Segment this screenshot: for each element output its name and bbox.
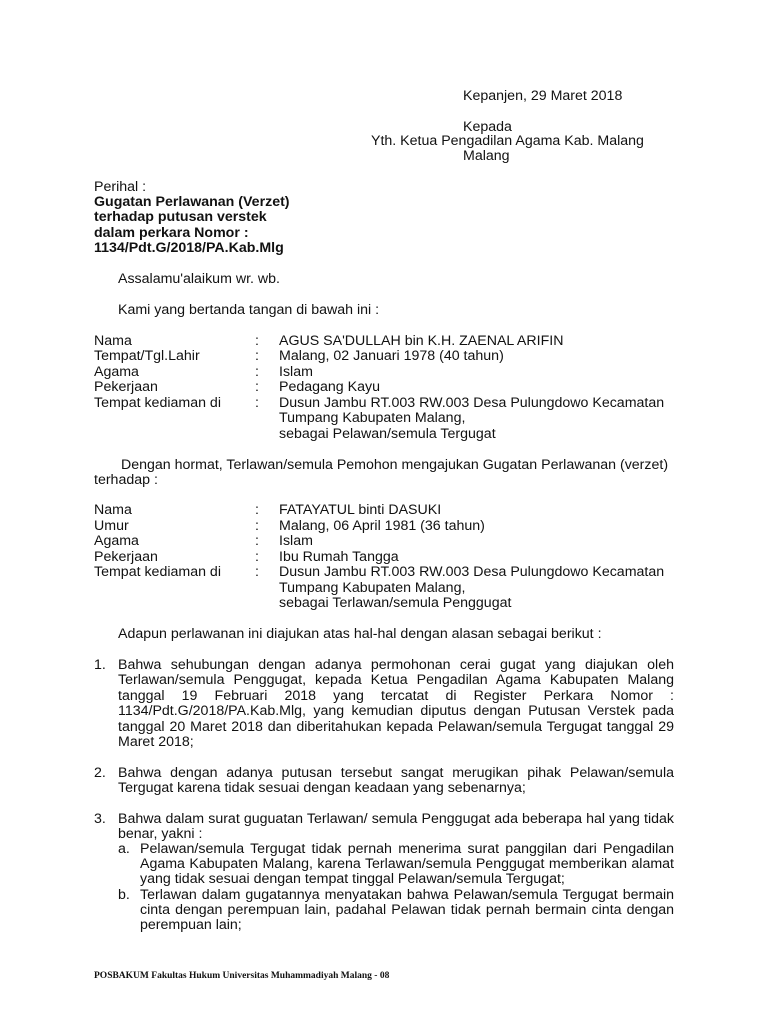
statement-line: terhadap : xyxy=(94,472,158,488)
identity-value: FATAYATUL binti DASUKI xyxy=(279,502,442,518)
point-line: Tergugat karena tidak sesuai dengan keadaan yang sebenarnya; xyxy=(118,780,526,796)
intro-text: Kami yang bertanda tangan di bawah ini : xyxy=(118,302,380,318)
point-line: Bahwa dalam surat guguatan Terlawan/ semula Penggugat ada beberapa hal yang tidak xyxy=(118,811,674,827)
identity-label: Umur xyxy=(94,518,129,534)
identity-label: Tempat/Tgl.Lahir xyxy=(94,348,200,364)
point-number: 2. xyxy=(94,765,106,781)
identity-label: Agama xyxy=(94,364,139,380)
point-line: 1134/Pdt.G/2018/PA.Kab.Mlg, yang kemudian diputus dengan Putusan Verstek pada xyxy=(118,703,674,719)
identity-colon: : xyxy=(255,395,259,411)
subpoint-line: Pelawan/semula Tergugat tidak pernah menerima surat panggilan dari Pengadilan xyxy=(140,841,674,857)
subpoint-line: Terlawan dalam gugatannya menyatakan bahwa Pelawan/semula Tergugat bermain xyxy=(140,887,674,903)
identity-row xyxy=(94,349,674,364)
subpoint-line: perempuan lain; xyxy=(140,917,242,933)
identity-colon: : xyxy=(255,502,259,518)
identity-value: Dusun Jambu RT.003 RW.003 Desa Pulungdowo Kecamatan xyxy=(279,395,665,411)
identity-colon: : xyxy=(255,364,259,380)
identity-value: Pedagang Kayu xyxy=(279,379,380,395)
perihal-line: dalam perkara Nomor : xyxy=(94,225,249,241)
page-footer: POSBAKUM Fakultas Hukum Universitas Muhammadiyah Malang - 08 xyxy=(94,971,390,981)
identity-row xyxy=(94,565,674,580)
subpoint-line: yang tidak sesuai dengan tempat tinggal Pelawan/semula Tergugat; xyxy=(140,871,565,887)
identity-label: Nama xyxy=(94,333,132,349)
identity-colon: : xyxy=(255,533,259,549)
perihal-label: Perihal : xyxy=(94,179,147,195)
statement-line: Dengan hormat, Terlawan/semula Pemohon mengajukan Gugatan Perlawanan (verzet) xyxy=(121,457,669,473)
point-line: Bahwa dengan adanya putusan tersebut sangat merugikan pihak Pelawan/semula xyxy=(118,765,674,781)
identity-label: Pekerjaan xyxy=(94,549,158,565)
identity-value: AGUS SA'DULLAH bin K.H. ZAENAL ARIFIN xyxy=(279,333,564,349)
subpoint-letter: a. xyxy=(118,841,130,857)
identity-value: Islam xyxy=(279,533,313,549)
identity-row xyxy=(94,519,674,534)
identity-row xyxy=(94,534,674,549)
subpoint-line: Agama Kabupaten Malang, karena Terlawan/semula Penggugat memberikan alamat xyxy=(140,856,674,872)
point-number: 3. xyxy=(94,811,106,827)
identity-value: Islam xyxy=(279,364,313,380)
point-line: Bahwa sehubungan dengan adanya permohonan cerai gugat yang diajukan oleh xyxy=(118,657,674,673)
identity-label: Nama xyxy=(94,502,132,518)
point-number: 1. xyxy=(94,657,106,673)
subpoint-letter: b. xyxy=(118,887,130,903)
identity-colon: : xyxy=(255,564,259,580)
subpoint-line: cinta dengan perempuan lain, padahal Pelawan tidak pernah bermain cinta dengan xyxy=(140,902,674,918)
identity-colon: : xyxy=(255,518,259,534)
reasons-intro: Adapun perlawanan ini diajukan atas hal-hal dengan alasan sebagai berikut : xyxy=(118,626,602,642)
letter-recipient-city: Malang xyxy=(463,148,510,164)
letter-recipient: Yth. Ketua Pengadilan Agama Kab. Malang xyxy=(371,133,644,149)
perihal-line: terhadap putusan verstek xyxy=(94,209,267,225)
identity-colon: : xyxy=(255,348,259,364)
point-line: Terlawan/semula Penggugat, kepada Ketua Pengadilan Agama Kabupaten Malang xyxy=(118,672,674,688)
letter-place-date: Kepanjen, 29 Maret 2018 xyxy=(463,88,623,104)
party-role: sebagai Pelawan/semula Tergugat xyxy=(279,426,496,442)
point-line: tanggal 19 Februari 2018 yang tercatat di Register Perkara Nomor : xyxy=(118,688,674,704)
perihal-line: Gugatan Perlawanan (Verzet) xyxy=(94,194,290,210)
address-continuation: Tumpang Kabupaten Malang, xyxy=(279,410,466,426)
identity-label: Tempat kediaman di xyxy=(94,564,221,580)
identity-value: Malang, 02 Januari 1978 (40 tahun) xyxy=(279,348,504,364)
identity-value: Ibu Rumah Tangga xyxy=(279,549,399,565)
identity-row xyxy=(94,380,674,395)
point-line: tanggal 20 Maret 2018 dan diberitahukan kepada Pelawan/semula Tergugat tanggal 29 xyxy=(118,719,674,735)
identity-value: Malang, 06 April 1981 (36 tahun) xyxy=(279,518,485,534)
greeting: Assalamu'alaikum wr. wb. xyxy=(118,271,280,287)
point-line: Maret 2018; xyxy=(118,734,194,750)
identity-label: Tempat kediaman di xyxy=(94,395,221,411)
identity-colon: : xyxy=(255,333,259,349)
party-role: sebagai Terlawan/semula Penggugat xyxy=(279,595,512,611)
identity-label: Pekerjaan xyxy=(94,379,158,395)
identity-row xyxy=(94,503,674,518)
letter-kepada: Kepada xyxy=(463,119,512,135)
identity-colon: : xyxy=(255,549,259,565)
address-continuation: Tumpang Kabupaten Malang, xyxy=(279,580,466,596)
identity-row xyxy=(94,365,674,380)
identity-label: Agama xyxy=(94,533,139,549)
identity-value: Dusun Jambu RT.003 RW.003 Desa Pulungdowo Kecamatan xyxy=(279,564,665,580)
point-line: benar, yakni : xyxy=(118,826,203,842)
identity-colon: : xyxy=(255,379,259,395)
perihal-line: 1134/Pdt.G/2018/PA.Kab.Mlg xyxy=(94,240,284,256)
